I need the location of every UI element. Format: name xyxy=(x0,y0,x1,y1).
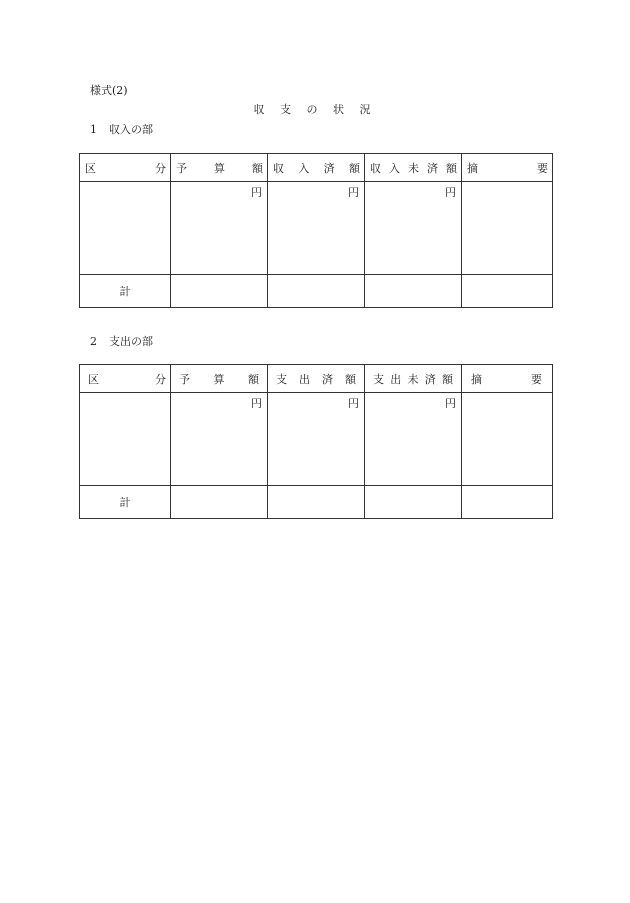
expense-remarks-cell xyxy=(462,393,553,486)
expense-section-label: 支出の部 xyxy=(109,335,153,348)
income-remarks-cell xyxy=(462,182,553,275)
header-unpaid xyxy=(365,365,462,393)
header-char: 済 xyxy=(323,161,335,175)
header-char: 済 xyxy=(424,372,436,386)
header-remarks xyxy=(462,365,553,393)
income-section-number: 1 xyxy=(90,123,97,136)
header-char: 区 xyxy=(88,372,99,386)
header-unreceived xyxy=(365,154,462,182)
income-budget-cell xyxy=(171,182,268,275)
header-char: 支 xyxy=(373,372,384,386)
header-char: 摘 xyxy=(467,161,478,175)
yen-unit: 円 xyxy=(445,397,456,410)
expense-category-cell xyxy=(80,393,171,486)
income-section-label: 収入の部 xyxy=(109,123,153,136)
header-char: 要 xyxy=(537,161,548,175)
header-char: 算 xyxy=(214,161,225,175)
header-char: 済 xyxy=(427,161,438,175)
header-char: 未 xyxy=(408,161,419,175)
header-budget xyxy=(171,154,268,182)
yen-unit: 円 xyxy=(348,186,359,199)
expense-total-budget-cell xyxy=(171,486,268,519)
document-title: 収 支 の 状 況 xyxy=(253,103,377,116)
income-table xyxy=(79,153,553,308)
expense-total-label-cell xyxy=(80,486,171,519)
header-paid xyxy=(268,365,365,393)
header-char: 予 xyxy=(176,161,187,175)
header-char: 出 xyxy=(299,372,310,386)
income-total-row xyxy=(80,275,553,308)
header-char: 区 xyxy=(85,161,96,175)
expense-body-row xyxy=(80,393,553,486)
header-char: 分 xyxy=(155,161,166,175)
header-char: 予 xyxy=(179,372,190,386)
header-char: 額 xyxy=(248,372,259,386)
income-total-unreceived-cell xyxy=(365,275,462,308)
header-char: 要 xyxy=(531,372,542,386)
income-unreceived-cell xyxy=(365,182,462,275)
yen-unit: 円 xyxy=(445,186,456,199)
expense-total-remarks-cell xyxy=(462,486,553,519)
expense-total-paid-cell xyxy=(268,486,365,519)
header-char: 額 xyxy=(446,161,457,175)
yen-unit: 円 xyxy=(251,397,262,410)
header-category xyxy=(80,154,171,182)
header-char: 未 xyxy=(407,372,419,386)
header-char: 出 xyxy=(390,372,402,386)
header-char: 済 xyxy=(322,372,333,386)
header-char: 分 xyxy=(155,372,166,386)
header-char: 摘 xyxy=(471,372,482,386)
income-received-cell xyxy=(268,182,365,275)
yen-unit: 円 xyxy=(251,186,262,199)
header-char: 収 xyxy=(370,161,381,175)
income-total-budget-cell xyxy=(171,275,268,308)
header-budget xyxy=(171,365,268,393)
header-char: 収 xyxy=(273,161,284,175)
expense-paid-cell xyxy=(268,393,365,486)
header-char: 入 xyxy=(389,161,400,175)
expense-unpaid-cell xyxy=(365,393,462,486)
expense-section-number: 2 xyxy=(90,335,97,348)
income-category-cell xyxy=(80,182,171,275)
income-total-remarks-cell xyxy=(462,275,553,308)
header-remarks xyxy=(462,154,553,182)
header-category xyxy=(80,365,171,393)
income-total-received-cell xyxy=(268,275,365,308)
header-char: 額 xyxy=(252,161,263,175)
income-body-row xyxy=(80,182,553,275)
expense-total-unpaid-cell xyxy=(365,486,462,519)
expense-table xyxy=(79,364,553,519)
total-label: 計 xyxy=(119,285,131,298)
expense-budget-cell xyxy=(171,393,268,486)
header-char: 額 xyxy=(345,372,356,386)
expense-section-heading xyxy=(90,333,153,349)
header-char: 入 xyxy=(298,161,310,175)
header-received xyxy=(268,154,365,182)
income-total-label-cell xyxy=(80,275,171,308)
yen-unit: 円 xyxy=(348,397,359,410)
header-char: 額 xyxy=(348,161,360,175)
income-header-row xyxy=(80,154,553,182)
total-label: 計 xyxy=(119,496,131,509)
expense-total-row xyxy=(80,486,553,519)
header-char: 算 xyxy=(213,372,225,386)
income-section-heading xyxy=(90,121,153,137)
header-char: 額 xyxy=(442,372,453,386)
expense-header-row xyxy=(80,365,553,393)
header-char: 支 xyxy=(276,372,287,386)
form-label: 様式(2) xyxy=(90,84,128,97)
